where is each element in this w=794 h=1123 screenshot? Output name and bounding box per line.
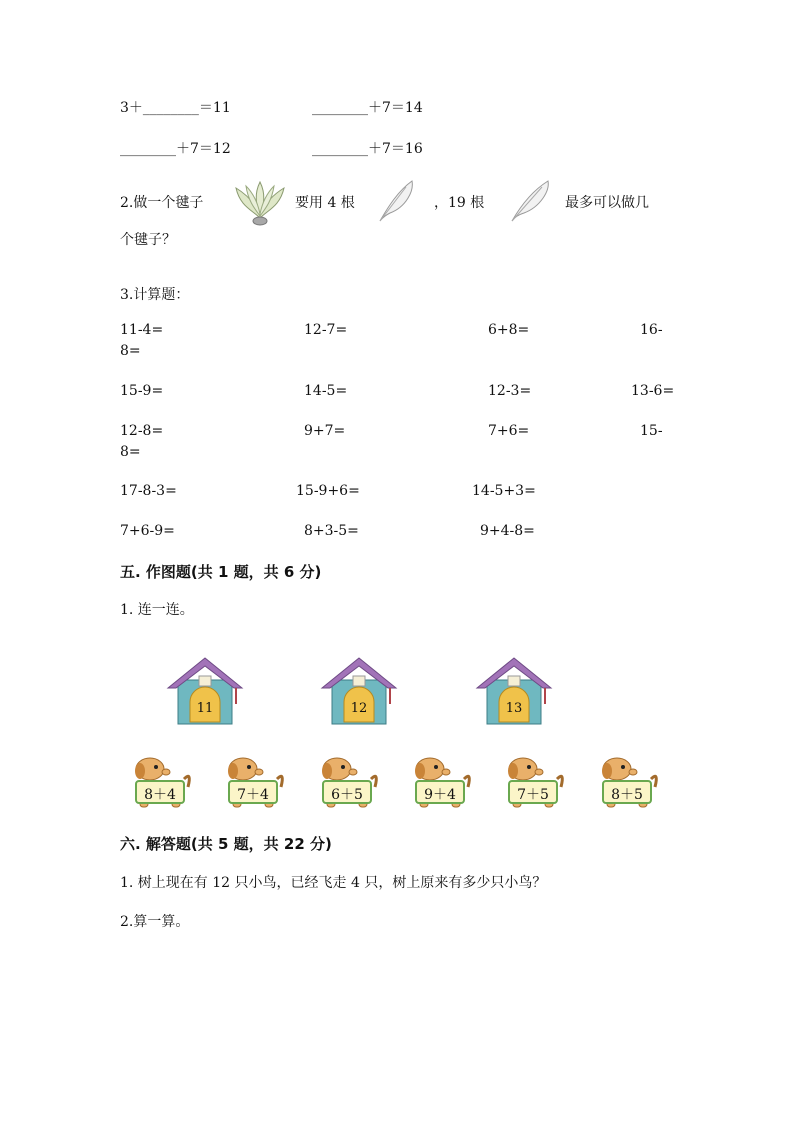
- calc-item: 8=: [120, 444, 141, 460]
- dog-expression: 8＋5: [611, 787, 643, 803]
- section-6-q1: 1. 树上现在有 12 只小鸟，已经飞走 4 只，树上原来有多少只小鸟？: [120, 875, 547, 891]
- dog-card-6: [593, 757, 663, 809]
- feather-icon: [376, 177, 416, 223]
- house-12: [320, 656, 398, 726]
- calc-item: 9+4-8=: [480, 523, 535, 539]
- calc-item: 11-4=: [120, 322, 164, 338]
- calc-item: 6+8=: [488, 322, 530, 338]
- dog-card-2: [219, 757, 289, 809]
- dog-expression: 7＋5: [517, 787, 549, 803]
- dog-expression: 7＋4: [237, 787, 269, 803]
- calc-item: 12-8=: [120, 423, 164, 439]
- house-number: 12: [350, 701, 368, 716]
- calc-item: 13-6=: [631, 383, 675, 399]
- calc-item: 8=: [120, 343, 141, 359]
- house-11: [166, 656, 244, 726]
- calc-item: 15-: [640, 423, 663, 439]
- fill-blank-4: ________＋7＝16: [312, 141, 423, 157]
- calc-item: 8+3-5=: [304, 523, 359, 539]
- feather-icon-2: [508, 177, 552, 223]
- calc-item: 14-5+3=: [472, 483, 536, 499]
- dog-card-5: [499, 757, 569, 809]
- house-number: 11: [196, 701, 214, 716]
- dog-expression: 6＋5: [331, 787, 363, 803]
- q2-text-3: ，19 根: [434, 195, 485, 211]
- fill-blank-2: ________＋7＝14: [312, 100, 423, 116]
- calc-item: 15-9+6=: [296, 483, 360, 499]
- q3-title: 3.计算题：: [120, 287, 190, 303]
- dog-card-3: [313, 757, 383, 809]
- dog-expression: 8＋4: [144, 787, 176, 803]
- dog-card-4: [406, 757, 476, 809]
- dog-card-1: [126, 757, 196, 809]
- q2-text-4: 最多可以做几: [565, 195, 649, 211]
- calc-item: 16-: [640, 322, 663, 338]
- calc-item: 14-5=: [304, 383, 348, 399]
- q2-text-1: 2.做一个毽子: [120, 195, 204, 211]
- q2-text-2: 要用 4 根: [295, 195, 355, 211]
- calc-item: 12-3=: [488, 383, 532, 399]
- shuttlecock-icon: [232, 180, 288, 226]
- dog-expression: 9＋4: [424, 787, 456, 803]
- calc-item: 7+6=: [488, 423, 530, 439]
- section-6-q2: 2.算一算。: [120, 914, 190, 930]
- section-5-heading: 五. 作图题(共 1 题，共 6 分): [120, 563, 322, 581]
- calc-item: 9+7=: [304, 423, 346, 439]
- calc-item: 15-9=: [120, 383, 164, 399]
- calc-item: 7+6-9=: [120, 523, 175, 539]
- section-6-heading: 六. 解答题(共 5 题，共 22 分): [120, 835, 332, 853]
- fill-blank-1: 3＋________＝11: [120, 100, 231, 116]
- house-13: [475, 656, 553, 726]
- house-number: 13: [505, 701, 523, 716]
- q2-text-5: 个毽子？: [120, 232, 176, 248]
- calc-item: 17-8-3=: [120, 483, 177, 499]
- calc-item: 12-7=: [304, 322, 348, 338]
- fill-blank-3: ________＋7＝12: [120, 141, 231, 157]
- section-5-q1: 1. 连一连。: [120, 602, 194, 618]
